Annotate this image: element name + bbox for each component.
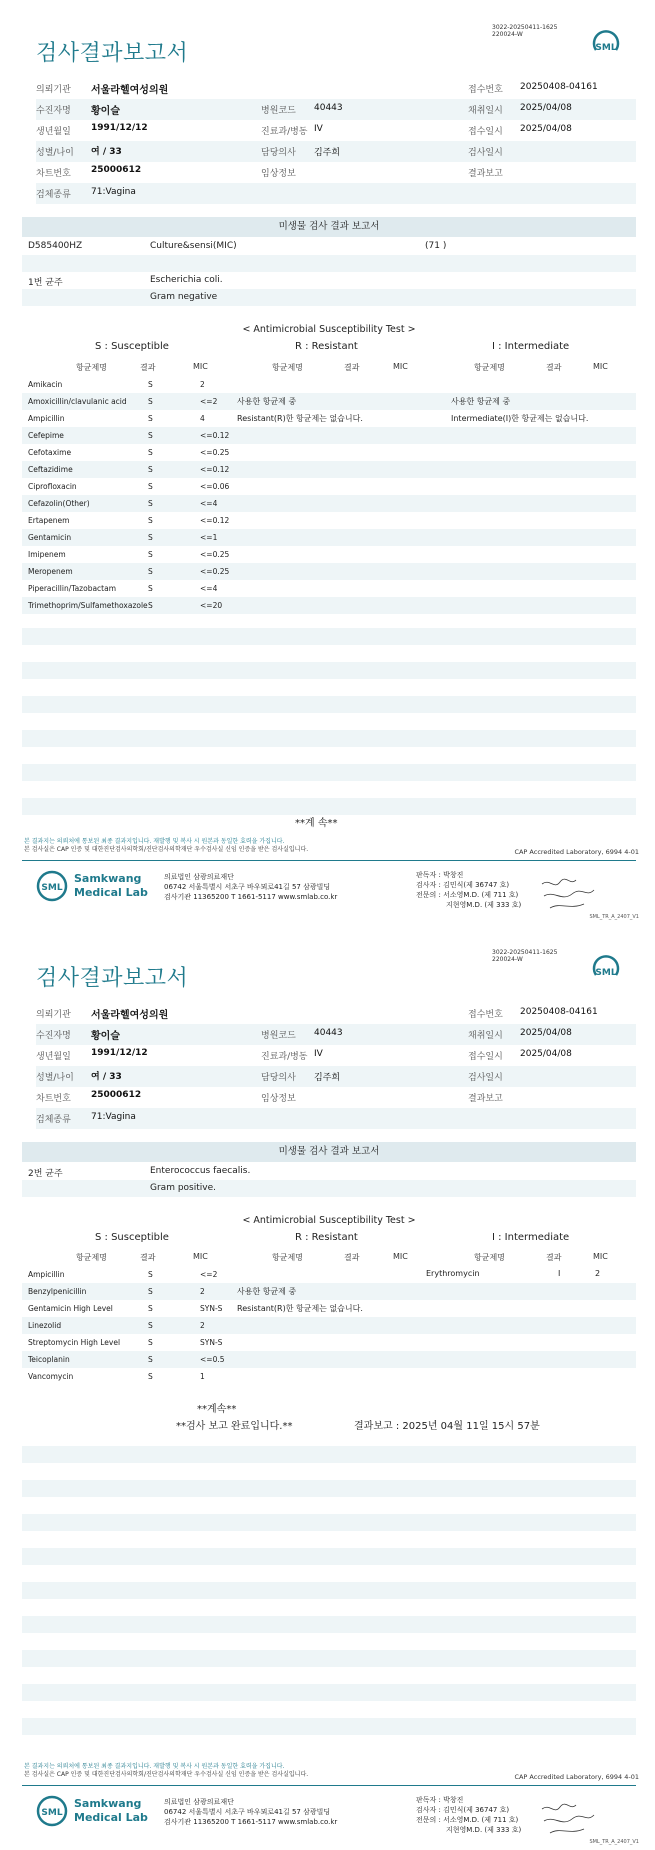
note-i-head: 사용한 항균제 중 xyxy=(451,397,511,406)
test-row xyxy=(22,238,636,255)
drug-name: Trimethoprim/Sulfamethoxazole xyxy=(28,601,148,610)
test-number: (71 ) xyxy=(425,241,447,251)
note-s: 사용한 항균제 중 xyxy=(237,397,297,406)
gram-stain: Gram positive. xyxy=(150,1183,216,1193)
department: IV xyxy=(314,1049,323,1059)
empty-row xyxy=(22,1718,636,1735)
drug-mic: SYN-S xyxy=(200,1304,223,1313)
drug-mic: <=4 xyxy=(200,584,218,593)
cap-accreditation: CAP Accredited Laboratory, 6994 4-01 xyxy=(514,848,639,856)
empty-row xyxy=(22,1616,636,1633)
receive-date: 2025/04/08 xyxy=(520,1049,572,1059)
legend-susceptible: S : Susceptible xyxy=(95,341,169,352)
receive-date: 2025/04/08 xyxy=(520,124,572,134)
drug-row xyxy=(22,580,636,597)
empty-row xyxy=(22,1650,636,1667)
final-report-time: 결과보고 : 2025년 04월 11일 15시 57분 xyxy=(354,1421,540,1432)
test-name: Culture&sensi(MIC) xyxy=(150,241,237,251)
sml-logo-icon xyxy=(590,955,622,987)
drug-result: S xyxy=(148,550,153,559)
organism-info xyxy=(22,1163,636,1214)
drug-name: Imipenem xyxy=(28,550,66,559)
drug-mic: <=4 xyxy=(200,499,218,508)
drug-name: Piperacillin/Tazobactam xyxy=(28,584,117,593)
hospital-code: 40443 xyxy=(314,103,343,113)
drug-mic: 1 xyxy=(200,1372,205,1381)
drug-name: Cefepime xyxy=(28,431,64,440)
drug-row xyxy=(22,1368,636,1385)
svg-text:SML: SML xyxy=(595,968,617,978)
drug-result: S xyxy=(148,448,153,457)
report-page-1: 3022-20250411-1625 220024-W 검사결과보고서 SML 의뢰기관 서울라헬여성의원 접수번호 20250408-04161 수진자명 황이슬 병원코드 40443 채취일시 2025/04/08 생년월일 1991/12/12 진료과/병동 IV 접수일시 2025/04/08 성별/나이 여 / 33 담당의사 김주희 검사일시 차트번호 25000612 임상정보 결과보고 검체종류 71:Vagina 미생물 검사 결과 보고서 D585400HZ Culture&sensi(MIC) (71 ) 1번 균주 Escherichia coli. Gram negative < Antimicrobial Susceptibility Test > S : Susceptible R : Resistant I : Intermediate 항균제명 결과 MIC 항균제명 결과 MIC 항균제명 결과 MIC Amikacin S 2 Amoxicillin/clavulanic acid S <=2 Ampicillin S 4 Cefepime S <=0.12 Cefotaxime S <=0.25 Ceftazidime S <=0.12 Ciprofloxacin S <=0.06 Cefazolin(Other) S <=4 Ertapenem S <=0.12 Gentamicin S <=1 Imipenem S <=0.25 Meropenem S <=0.25 Piperacillin/Tazobactam S <=4 Trimethoprim/Sulfamethoxazole S <=20 사용한 항균제 중 Resistant(R)한 항균제는 없습니다. 사용한 항균제 중 Intermediate(I)한 항균제는 없습니다. **계 속** 본 결과지는 의뢰처에 통보된 최종 결과지입니다. 재발행 및 복사 시 원본과 동일한 효력을 가집니다. 본 검사실은 CAP 인증 및 대한진단검사의학회/진단검사의학재단 우수검사실 신임 인증을 받은 검사실입니다. CAP Accredited Laboratory, 6994 4-01 SML Samkwang Medical Lab 의료법인 삼광의료재단 06742 서울특별시 서초구 바우뫼로41길 57 삼광빌딩 검사기관 11365200 T 1661-5117 www.smlab.co.kr 판독자 : 박창진 검사자 : 김민식(제 36747 호) 전문의 : 서소영M.D. (제 711 호) 지현영M.D. (제 333 호) SML_TR_A_2407_V1 xyxy=(24,24,639,920)
drug-result: S xyxy=(148,1338,153,1347)
hospital-code: 40443 xyxy=(314,1028,343,1038)
document-id: 3022-20250411-1625 220024-W xyxy=(492,949,558,963)
form-code: SML_TR_A_2407_V1 xyxy=(589,1839,639,1845)
empty-row xyxy=(22,730,636,747)
specimen-type: 71:Vagina xyxy=(91,187,136,197)
footer-notice: 본 결과지는 의뢰처에 통보된 최종 결과지입니다. 재발행 및 복사 시 원본과 동일한 효력을 가집니다. 본 검사실은 CAP 인증 및 대한진단검사의학회/진단검사의학재단 우수검사실 신임 인증을 받은 검사실입니다. xyxy=(24,1763,309,1778)
drug-result: S xyxy=(148,431,153,440)
drug-name: Teicoplanin xyxy=(28,1355,70,1364)
drug-name: Gentamicin xyxy=(28,533,72,542)
drug-result: S xyxy=(148,533,153,542)
drug-row xyxy=(22,393,636,410)
drug-name: Ceftazidime xyxy=(28,465,73,474)
drug-name: Amikacin xyxy=(28,380,63,389)
drug-row xyxy=(22,546,636,563)
drug-name: Cefazolin(Other) xyxy=(28,499,90,508)
receipt-number: 20250408-04161 xyxy=(520,1007,598,1017)
drug-mic: SYN-S xyxy=(200,1338,223,1347)
info-row: 검체종류 71:Vagina xyxy=(36,183,636,204)
complete-mark: **검사 보고 완료입니다.** xyxy=(176,1421,293,1432)
section-title: 미생물 검사 결과 보고서 xyxy=(22,1142,636,1162)
drug-name: Ampicillin xyxy=(28,1270,65,1279)
empty-row xyxy=(22,798,636,815)
signature-icon xyxy=(540,876,600,912)
drug-row xyxy=(22,478,636,495)
drug-name: Ertapenem xyxy=(28,516,70,525)
chart-number: 25000612 xyxy=(91,1090,142,1100)
chart-number: 25000612 xyxy=(91,165,142,175)
organism-name: Escherichia coli. xyxy=(150,275,223,285)
page-title: 검사결과보고서 xyxy=(36,966,189,991)
drug-row xyxy=(22,1266,636,1283)
drug-row xyxy=(22,597,636,614)
drug-row xyxy=(22,495,636,512)
drug-result: S xyxy=(148,567,153,576)
doctor-name: 김주희 xyxy=(314,1073,341,1083)
empty-row xyxy=(22,1684,636,1701)
empty-row xyxy=(22,628,636,645)
drug-mic: <=0.06 xyxy=(200,482,230,491)
sml-brand: SML Samkwang Medical Lab xyxy=(36,866,156,910)
continue-mark: **계 속** xyxy=(295,818,338,829)
gram-row xyxy=(22,1180,636,1197)
date-of-birth: 1991/12/12 xyxy=(91,123,148,133)
cap-accreditation: CAP Accredited Laboratory, 6994 4-01 xyxy=(514,1773,639,1781)
drug-result: S xyxy=(148,1372,153,1381)
section-title: 미생물 검사 결과 보고서 xyxy=(22,217,636,237)
drug-result: S xyxy=(148,1304,153,1313)
collect-date: 2025/04/08 xyxy=(520,103,572,113)
info-row: 생년월일 1991/12/12 진료과/병동 IV 접수일시 2025/04/08 xyxy=(36,1048,572,1062)
svg-text:SML: SML xyxy=(595,43,617,53)
drug-mic: <=0.25 xyxy=(200,567,230,576)
drug-mic: <=0.25 xyxy=(200,448,230,457)
drug-name: Benzylpenicillin xyxy=(28,1287,87,1296)
empty-row xyxy=(22,662,636,679)
drug-name: Linezolid xyxy=(28,1321,62,1330)
info-row: 생년월일 1991/12/12 진료과/병동 IV 접수일시 2025/04/08 xyxy=(36,123,572,137)
intermediate-drug-mic: 2 xyxy=(595,1269,601,1278)
patient-name: 황이슬 xyxy=(91,1031,120,1042)
lab-address: 의료법인 삼광의료재단 06742 서울특별시 서초구 바우뫼로41길 57 삼광빌딩 검사기관 11365200 T 1661-5117 www.smlab.co.kr xyxy=(164,873,338,901)
drug-row xyxy=(22,461,636,478)
drug-name: Streptomycin High Level xyxy=(28,1338,121,1347)
drug-result: S xyxy=(148,516,153,525)
svg-text:SML: SML xyxy=(41,1808,63,1818)
info-row: 차트번호 25000612 임상정보 결과보고 xyxy=(36,1090,503,1104)
drug-mic: <=0.12 xyxy=(200,465,230,474)
drug-result: S xyxy=(148,1321,153,1330)
document-id: 3022-20250411-1625 220024-W xyxy=(492,24,558,38)
drug-name: Amoxicillin/clavulanic acid xyxy=(28,397,127,406)
empty-row xyxy=(22,1480,636,1497)
request-org: 서울라헬여성의원 xyxy=(91,85,169,96)
legend-resistant: R : Resistant xyxy=(295,1232,358,1243)
test-info xyxy=(22,238,636,323)
info-row: 성별/나이 여 / 33 담당의사 김주희 검사일시 xyxy=(36,1066,636,1087)
patient-info xyxy=(36,1003,636,1129)
report-page-2: 3022-20250411-1625 220024-W 검사결과보고서 SML 의뢰기관 서울라헬여성의원 접수번호 20250408-04161 수진자명 황이슬 병원코드 40443 채취일시 2025/04/08 생년월일 1991/12/12 진료과/병동 IV 접수일시 2025/04/08 성별/나이 여 / 33 담당의사 김주희 검사일시 차트번호 25000612 임상정보 결과보고 검체종류 71:Vagina 미생물 검사 결과 보고서 2번 균주 Enterococcus faecalis. Gram positive. < Antimicrobial Susceptibility Test > S : Susceptible R : Resistant I : Intermediate 항균제명 결과 MIC 항균제명 결과 MIC 항균제명 결과 MIC Ampicillin S <=2 Benzylpenicillin S 2 Gentamicin High Level S SYN-S Linezolid S 2 Streptomycin High Level S SYN-S Teicoplanin S <=0.5 Vancomycin S 1 Erythromycin I 2 사용한 항균제 중 Resistant(R)한 항균제는 없습니다. **계속** **검사 보고 완료입니다.** 결과보고 : 2025년 04월 11일 15시 57분 본 결과지는 의뢰처에 통보된 최종 결과지입니다. 재발행 및 복사 시 원본과 동일한 효력을 가집니다. 본 검사실은 CAP 인증 및 대한진단검사의학회/진단검사의학재단 우수검사실 신임 인증을 받은 검사실입니다. CAP Accredited Laboratory, 6994 4-01 SML Samkwang Medical Lab 의료법인 삼광의료재단 06742 서울특별시 서초구 바우뫼로41길 57 삼광빌딩 검사기관 11365200 T 1661-5117 www.smlab.co.kr 판독자 : 박창진 검사자 : 김민식(제 36747 호) 전문의 : 서소영M.D. (제 711 호) 지현영M.D. (제 333 호) SML_TR_A_2407_V1 xyxy=(24,949,639,1845)
drug-row xyxy=(22,563,636,580)
empty-row xyxy=(22,764,636,781)
drug-row xyxy=(22,1351,636,1368)
organism-label: 1번 균주 xyxy=(28,278,63,288)
lab-staff: 판독자 : 박창진 검사자 : 김민식(제 36747 호) 전문의 : 서소영M.D. (제 711 호) 지현영M.D. (제 333 호) xyxy=(416,871,522,909)
test-code: D585400HZ xyxy=(28,241,83,251)
drug-result: S xyxy=(148,499,153,508)
drug-row xyxy=(22,376,636,393)
info-row: 의뢰기관 서울라헬여성의원 접수번호 20250408-04161 xyxy=(36,82,598,96)
sex-age: 여 / 33 xyxy=(91,1072,122,1082)
legend-intermediate: I : Intermediate xyxy=(492,1232,570,1243)
drug-result: S xyxy=(148,1287,153,1296)
drug-row xyxy=(22,427,636,444)
collect-date: 2025/04/08 xyxy=(520,1028,572,1038)
drug-name: Ampicillin xyxy=(28,414,65,423)
receipt-number: 20250408-04161 xyxy=(520,82,598,92)
intermediate-drug-name: Erythromycin xyxy=(426,1269,480,1278)
form-code: SML_TR_A_2407_V1 xyxy=(589,914,639,920)
intermediate-drug-result: I xyxy=(558,1269,561,1278)
drug-name: Cefotaxime xyxy=(28,448,72,457)
signature-icon xyxy=(540,1801,600,1837)
empty-row xyxy=(22,1582,636,1599)
sml-logo-icon xyxy=(590,30,622,62)
info-row: 검체종류 71:Vagina xyxy=(36,1108,636,1129)
drug-result: S xyxy=(148,414,153,423)
drug-row xyxy=(22,512,636,529)
drug-mic: <=20 xyxy=(200,601,223,610)
drug-result: S xyxy=(148,465,153,474)
drug-name: Meropenem xyxy=(28,567,73,576)
drug-result: S xyxy=(148,380,153,389)
empty-row xyxy=(22,1548,636,1565)
legend-susceptible: S : Susceptible xyxy=(95,1232,169,1243)
note-r: Resistant(R)한 항균제는 없습니다. xyxy=(237,414,363,423)
sml-logo-icon xyxy=(36,1795,68,1827)
empty-row xyxy=(22,1514,636,1531)
note-i: Intermediate(I)한 항균제는 없습니다. xyxy=(451,414,589,423)
request-org: 서울라헬여성의원 xyxy=(91,1010,169,1021)
lab-staff: 판독자 : 박창진 검사자 : 김민식(제 36747 호) 전문의 : 서소영M.D. (제 711 호) 지현영M.D. (제 333 호) xyxy=(416,1796,522,1834)
drug-mic: <=0.25 xyxy=(200,550,230,559)
drug-name: Gentamicin High Level xyxy=(28,1304,113,1313)
drug-name: Vancomycin xyxy=(28,1372,74,1381)
drug-mic: <=0.12 xyxy=(200,516,230,525)
svg-text:SML: SML xyxy=(41,883,63,893)
drug-mic: 2 xyxy=(200,380,205,389)
info-row: 의뢰기관 서울라헬여성의원 접수번호 20250408-04161 xyxy=(36,1007,598,1021)
drug-mic: 2 xyxy=(200,1321,205,1330)
date-of-birth: 1991/12/12 xyxy=(91,1048,148,1058)
department: IV xyxy=(314,124,323,134)
organism-row xyxy=(22,1163,636,1180)
drug-result: S xyxy=(148,601,153,610)
legend-intermediate: I : Intermediate xyxy=(492,341,570,352)
info-row: 성별/나이 여 / 33 담당의사 김주희 검사일시 xyxy=(36,141,636,162)
patient-info xyxy=(36,78,636,204)
organism-label: 2번 균주 xyxy=(28,1169,63,1179)
drug-result: S xyxy=(148,482,153,491)
specimen-type: 71:Vagina xyxy=(91,1112,136,1122)
sml-brand: SML Samkwang Medical Lab xyxy=(36,1791,156,1835)
drug-mic: <=1 xyxy=(200,533,218,542)
lab-address: 의료법인 삼광의료재단 06742 서울특별시 서초구 바우뫼로41길 57 삼광빌딩 검사기관 11365200 T 1661-5117 www.smlab.co.kr xyxy=(164,1798,338,1826)
sml-logo-icon xyxy=(36,870,68,902)
drug-row xyxy=(22,1283,636,1300)
doctor-name: 김주희 xyxy=(314,148,341,158)
organism-name: Enterococcus faecalis. xyxy=(150,1166,251,1176)
info-row: 수진자명 황이슬 병원코드 40443 채취일시 2025/04/08 xyxy=(36,1024,636,1045)
drug-result: S xyxy=(148,1270,153,1279)
drug-mic: <=2 xyxy=(200,1270,218,1279)
legend-resistant: R : Resistant xyxy=(295,341,358,352)
gram-row xyxy=(22,289,636,306)
gram-stain: Gram negative xyxy=(150,292,218,302)
drug-mic: <=2 xyxy=(200,397,218,406)
drug-mic: 2 xyxy=(200,1287,205,1296)
drug-row xyxy=(22,529,636,546)
drug-result: S xyxy=(148,584,153,593)
info-row: 차트번호 25000612 임상정보 결과보고 xyxy=(36,165,503,179)
drug-row xyxy=(22,1334,636,1351)
note-r: Resistant(R)한 항균제는 없습니다. xyxy=(237,1304,363,1313)
drug-row xyxy=(22,1317,636,1334)
drug-result: S xyxy=(148,1355,153,1364)
note-s: 사용한 항균제 중 xyxy=(237,1287,297,1296)
drug-mic: <=0.12 xyxy=(200,431,230,440)
info-row: 수진자명 황이슬 병원코드 40443 채취일시 2025/04/08 xyxy=(36,99,636,120)
empty-row xyxy=(22,696,636,713)
footer-notice: 본 결과지는 의뢰처에 통보된 최종 결과지입니다. 재발행 및 복사 시 원본과 동일한 효력을 가집니다. 본 검사실은 CAP 인증 및 대한진단검사의학회/진단검사의학재단 우수검사실 신임 인증을 받은 검사실입니다. xyxy=(24,838,309,853)
ast-title: < Antimicrobial Susceptibility Test > xyxy=(242,324,416,335)
drug-mic: <=0.5 xyxy=(200,1355,225,1364)
empty-row xyxy=(22,1446,636,1463)
organism-row xyxy=(22,272,636,289)
continue-mark: **계속** xyxy=(197,1404,237,1415)
page-title: 검사결과보고서 xyxy=(36,41,189,66)
drug-result: S xyxy=(148,397,153,406)
drug-row xyxy=(22,444,636,461)
sex-age: 여 / 33 xyxy=(91,147,122,157)
drug-name: Ciprofloxacin xyxy=(28,482,77,491)
patient-name: 황이슬 xyxy=(91,106,120,117)
ast-title: < Antimicrobial Susceptibility Test > xyxy=(242,1215,416,1226)
drug-mic: 4 xyxy=(200,414,205,423)
